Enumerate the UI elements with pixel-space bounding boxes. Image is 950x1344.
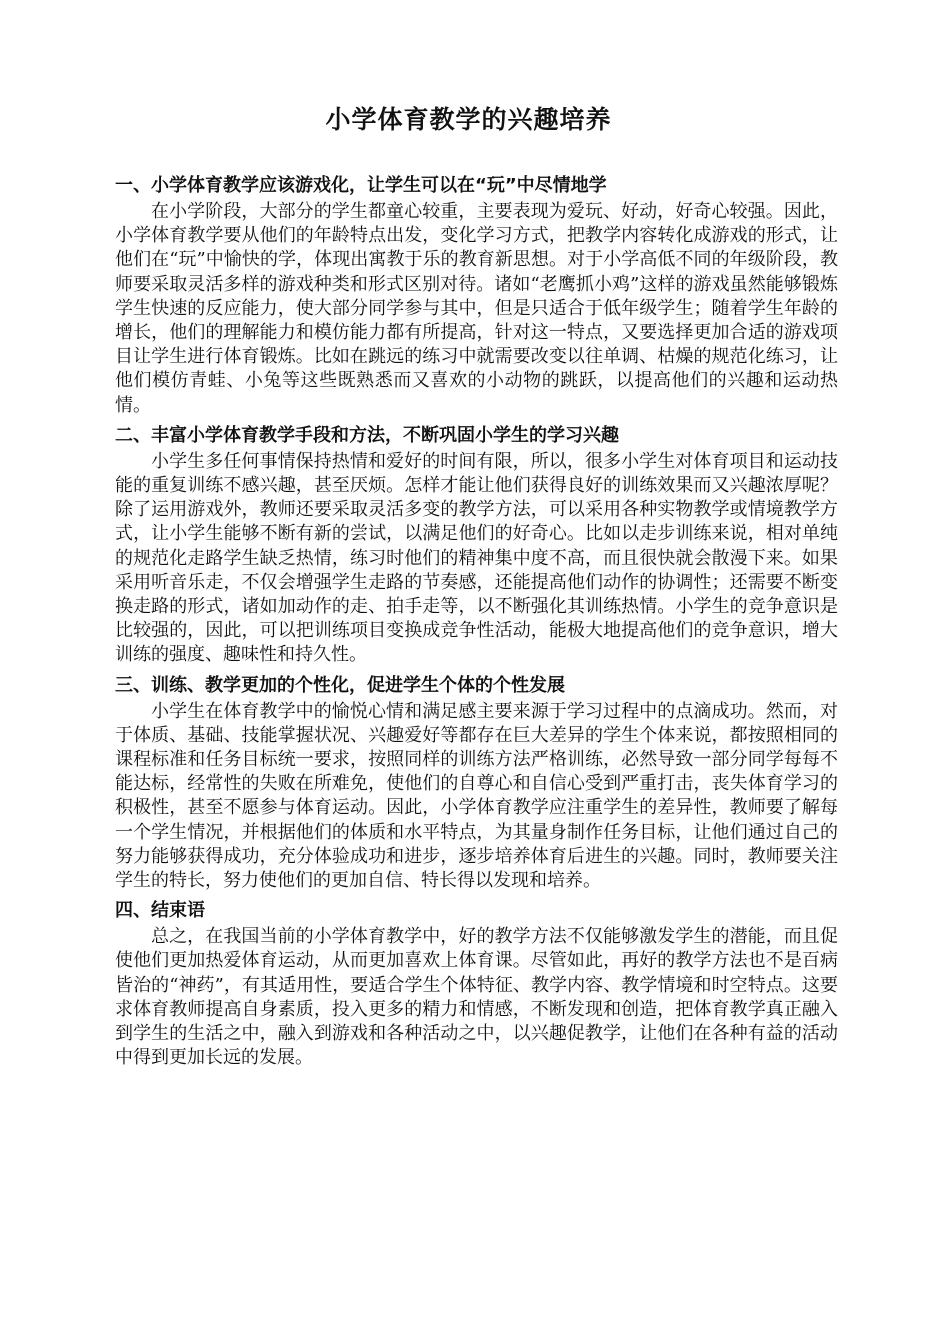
section-1 [115, 172, 838, 418]
section-paragraph: 小学生多任何事情保持热情和爱好的时间有限，所以，很多小学生对体育项目和运动技能的重复训练不感兴趣，甚至厌烦。怎样才能让他们获得良好的训练效果而又兴趣浓厚呢？除了运用游戏外，教师还要采取灵活多变的教学方法，可以采用各种实物教学或情境教学方式，让小学生能够不断有新的尝试，以满足他们的好奇心。比如以走步训练来说，相对单纯的规范化走路学生缺乏热情，练习时他们的精神集中度不高，而且很快就会散漫下来。如果采用听音乐走，不仅会增强学生走路的节奏感，还能提高他们动作的协调性；还需要不断变换走路的形式，诸如加动作的走、拍手走等，以不断强化其训练热情。小学生的竞争意识是比较强的，因此，可以把训练项目变换成竞争性活动，能极大地提高他们的竞争意识，增大训练的强度、趣味性和持久性。 [115, 450, 838, 666]
section-heading: 四、结束语 [115, 900, 205, 922]
section-4 [115, 897, 838, 1070]
section-heading: 三、训练、教学更加的个性化，促进学生个体的个性发展 [115, 674, 565, 696]
document-title: 小学体育教学的兴趣培养 [325, 105, 612, 134]
section-paragraph: 总之，在我国当前的小学体育教学中，好的教学方法不仅能够激发学生的潜能，而且促使他们更加热爱体育运动，从而更加喜欢上体育课。尽管如此，再好的教学方法也不是百病皆治的“神药”，有其适用性，要适合学生个体特征、教学内容、教学情境和时空特点。这要求体育教师提高自身素质，投入更多的精力和情感，不断发现和创造，把体育教学真正融入到学生的生活之中，融入到游戏和各种活动之中，以兴趣促教学，让他们在各种有益的活动中得到更加长远的发展。 [115, 926, 838, 1069]
section-paragraph: 小学生在体育教学中的愉悦心情和满足感主要来源于学习过程中的点滴成功。然而，对于体质、基础、技能掌握状况、兴趣爱好等都存在巨大差异的学生个体来说，都按照相同的课程标准和任务目标统一要求，按照同样的训练方法严格训练，必然导致一部分同学每每不能达标，经常性的失败在所难免，使他们的自尊心和自信心受到严重打击，丧失体育学习的积极性，甚至不愿参与体育运动。因此，小学体育教学应注重学生的差异性，教师要了解每一个学生情况，并根据他们的体质和水平特点，为其量身制作任务目标，让他们通过自己的努力能够获得成功，充分体验成功和进步，逐步培养体育后进生的兴趣。同时，教师要关注学生的特长，努力使他们的更加自信、特长得以发现和培养。 [115, 700, 838, 892]
section-heading: 一、小学体育教学应该游戏化，让学生可以在“玩”中尽情地学 [115, 175, 607, 196]
section-3 [115, 672, 838, 894]
section-heading: 二、丰富小学体育教学手段和方法，不断巩固小学生的学习兴趣 [115, 424, 619, 446]
section-2 [115, 422, 838, 668]
section-paragraph: 在小学阶段，大部分的学生都童心较重，主要表现为爱玩、好动，好奇心较强。因此，小学体育教学要从他们的年龄特点出发，变化学习方式，把教学内容转化成游戏的形式，让他们在“玩”中愉快的学，体现出寓教于乐的教育新思想。对于小学高低不同的年级阶段，教师要采取灵活多样的游戏种类和形式区别对待。诸如“老鹰抓小鸡”这样的游戏虽然能够锻炼学生快速的反应能力，使大部分同学参与其中，但是只适合于低年级学生；随着学生年龄的增长，他们的理解能力和模仿能力都有所提高，针对这一特点，又要选择更加合适的游戏项目让学生进行体育锻炼。比如在跳远的练习中就需要改变以往单调、枯燥的规范化练习，让他们模仿青蛙、小兔等这些既熟悉而又喜欢的小动物的跳跃，以提高他们的兴趣和运动热情。 [115, 201, 838, 416]
